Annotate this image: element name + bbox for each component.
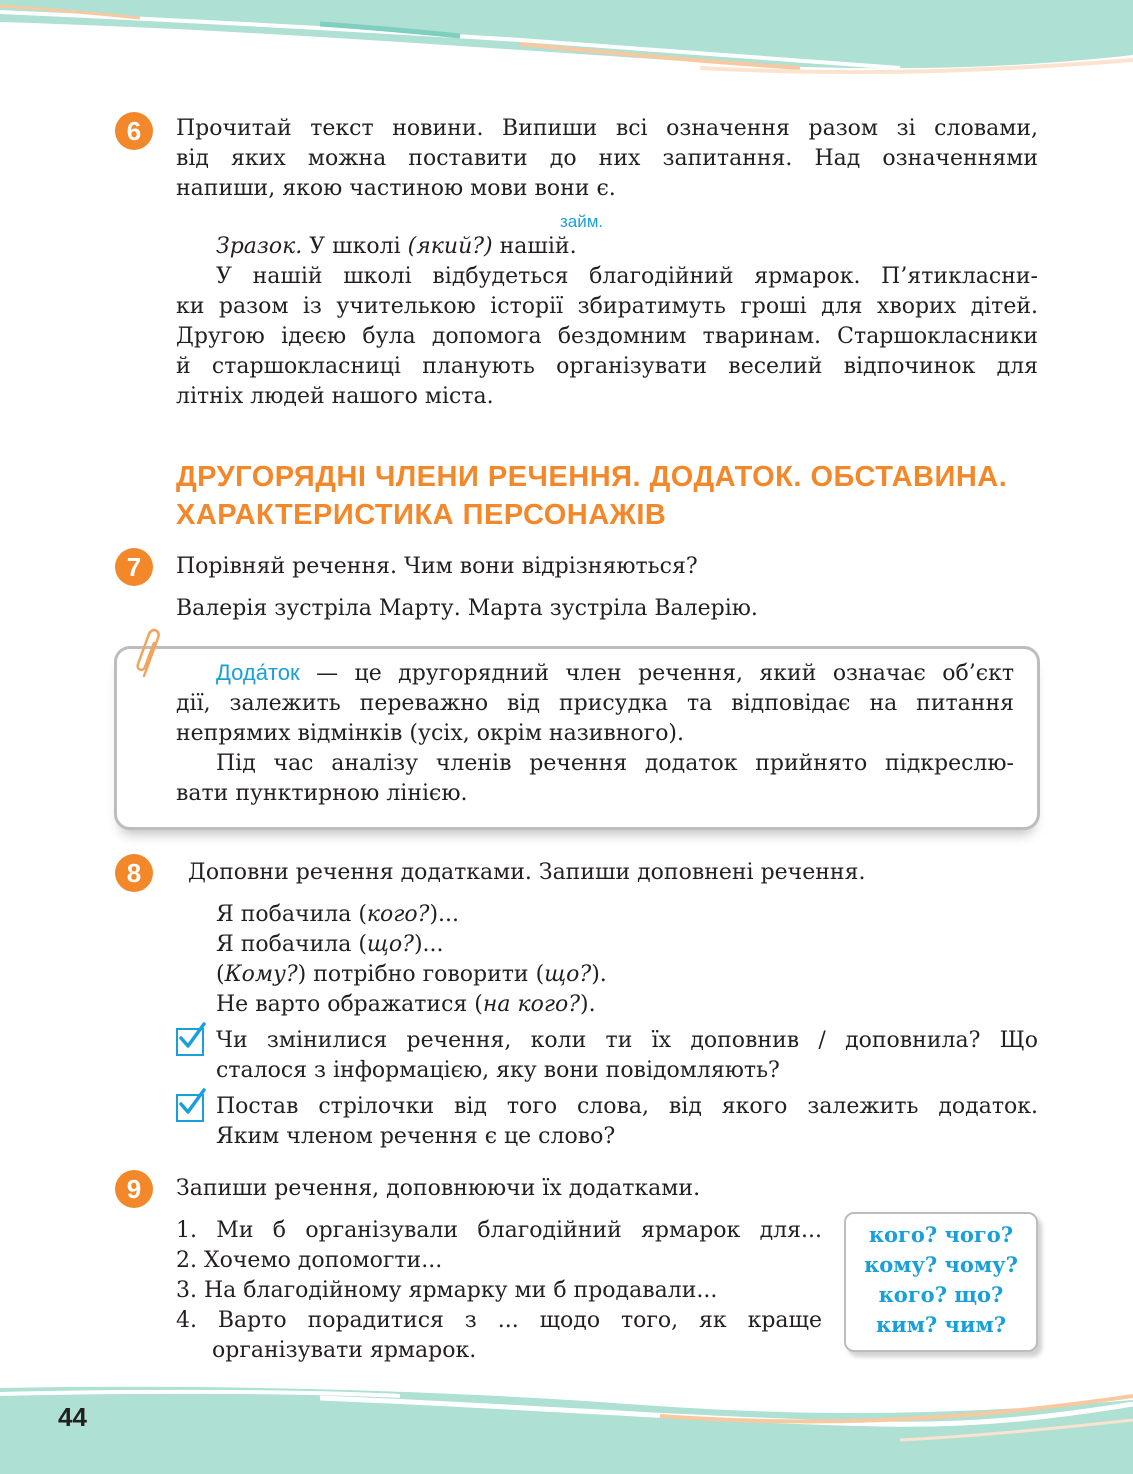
- exercise-9-task: Запиши речення, доповнюючи їх додатками.: [176, 1176, 701, 1201]
- sentence-question: що?: [544, 962, 592, 987]
- check-question-line: сталося з інформацією, яку вони повідомляють?: [216, 1058, 780, 1083]
- question-hint: ким? чим?: [875, 1312, 1007, 1337]
- sentence-text: Я побачила (: [216, 932, 367, 957]
- sentence-text: )...: [413, 932, 444, 957]
- check-question-line: Чи змінилися речення, коли ти їх доповнив / доповнила? Що: [216, 1028, 1038, 1053]
- list-item: 1. Ми б організували благодійний ярмарок для...: [176, 1218, 822, 1243]
- page-number: 44: [58, 1402, 87, 1432]
- exercise-6-task-line: напиши, якою частиною мови вони є.: [176, 176, 616, 201]
- sample-text-end: нашій.: [492, 234, 577, 259]
- exercise-8-sentence: [216, 930, 444, 960]
- rule-term: Дода́ток: [216, 660, 300, 685]
- exercise-number-9: 9: [115, 1170, 153, 1208]
- exercise-8-sentence: [216, 990, 596, 1020]
- checkbox-icon: [176, 1094, 204, 1122]
- sample-label: Зразок.: [216, 234, 303, 259]
- paperclip-icon: [134, 626, 168, 682]
- sentence-text: Я побачила (: [216, 902, 367, 927]
- rule-line: Під час аналізу членів речення додаток прийнято підкреслю-: [216, 751, 1014, 776]
- sample-line: [216, 232, 577, 262]
- sentence-text: )...: [429, 902, 460, 927]
- sentence-text: ) потрібно говорити (: [297, 962, 545, 987]
- rule-text: [176, 658, 1014, 809]
- pronoun-annotation: займ.: [560, 212, 604, 231]
- exercise-8-task: Доповни речення додатками. Запиши доповнені речення.: [188, 860, 866, 885]
- check-question-2: [216, 1092, 1038, 1152]
- top-wave-decoration: [0, 0, 1133, 90]
- exercise-8-sentence: [216, 900, 459, 930]
- news-text: [176, 262, 1038, 412]
- question-hint: кого? що?: [878, 1282, 1004, 1307]
- sentence-question: на кого?: [482, 992, 581, 1017]
- rule-line: [176, 658, 1014, 689]
- checkbox-icon: [176, 1028, 204, 1056]
- news-text-line: У нашій школі відбудеться благодійний ярмарок. П’ятикласни-: [216, 264, 1038, 289]
- sentence-text: (: [216, 962, 225, 987]
- sentence-question: Кому?: [224, 962, 298, 987]
- check-question-line: Яким членом речення є це слово?: [216, 1124, 616, 1149]
- rule-line: дії, залежить переважно від присудка та відповідає на питання: [176, 691, 1014, 716]
- rule-definition: — це другорядний член речення, який означає об’єкт: [299, 661, 1014, 686]
- list-item-continuation: організувати ярмарок.: [212, 1338, 477, 1363]
- news-text-line: Другою ідеєю була допомога бездомним тваринам. Старшокласники: [176, 324, 1038, 349]
- news-text-line: літніх людей нашого міста.: [176, 384, 494, 409]
- check-question-1: [216, 1026, 1038, 1086]
- news-text-line: ки разом із учителькою історії збиратимуть гроші для хворих дітей.: [176, 294, 1038, 319]
- exercise-6-task-line: від яких можна поставити до них запитання. Над означеннями: [176, 146, 1038, 171]
- section-heading-line: ХАРАКТЕРИСТИКА ПЕРСОНАЖІВ: [176, 499, 667, 531]
- sentence-text: ).: [591, 962, 607, 987]
- question-hint: кому? чому?: [864, 1252, 1018, 1277]
- list-item: 3. На благодійному ярмарку ми б продавали...: [176, 1278, 718, 1303]
- list-item: 4. Варто порадитися з ... щодо того, як краще: [176, 1308, 822, 1333]
- questions-box: [844, 1212, 1038, 1352]
- exercise-8-sentence: [216, 960, 607, 990]
- exercise-number-6: 6: [115, 112, 153, 150]
- sample-question: (який?): [407, 234, 493, 259]
- section-heading-line: ДРУГОРЯДНІ ЧЛЕНИ РЕЧЕННЯ. ДОДАТОК. ОБСТАВИНА.: [176, 461, 1008, 493]
- exercise-6-task: [176, 114, 1038, 204]
- exercise-number-8: 8: [115, 854, 153, 892]
- exercise-6-task-line: Прочитай текст новини. Випиши всі означення разом зі словами,: [176, 116, 1038, 141]
- sentence-question: що?: [366, 932, 414, 957]
- section-heading: [176, 458, 1007, 534]
- bottom-wave-decoration: [0, 1380, 1133, 1474]
- exercise-number-7: 7: [115, 548, 153, 586]
- question-hint: кого? чого?: [868, 1222, 1014, 1247]
- news-text-line: й старшокласниці планують організувати веселий відпочинок для: [176, 354, 1038, 379]
- check-question-line: Постав стрілочки від того слова, від якого залежить додаток.: [216, 1094, 1038, 1119]
- sentence-text: Не варто ображатися (: [216, 992, 483, 1017]
- rule-line: непрямих відмінків (усіх, окрім називного).: [176, 721, 685, 746]
- rule-line: вати пунктирною лінією.: [176, 781, 468, 806]
- exercise-7-example: Валерія зустріла Марту. Марта зустріла Валерію.: [176, 596, 758, 621]
- sentence-text: ).: [580, 992, 596, 1017]
- sample-text: У школі: [302, 234, 408, 259]
- exercise-7-task: Порівняй речення. Чим вони відрізняються?: [176, 554, 698, 579]
- sentence-question: кого?: [366, 902, 430, 927]
- list-item: 2. Хочемо допомогти...: [176, 1248, 443, 1273]
- exercise-9-list: [176, 1216, 822, 1366]
